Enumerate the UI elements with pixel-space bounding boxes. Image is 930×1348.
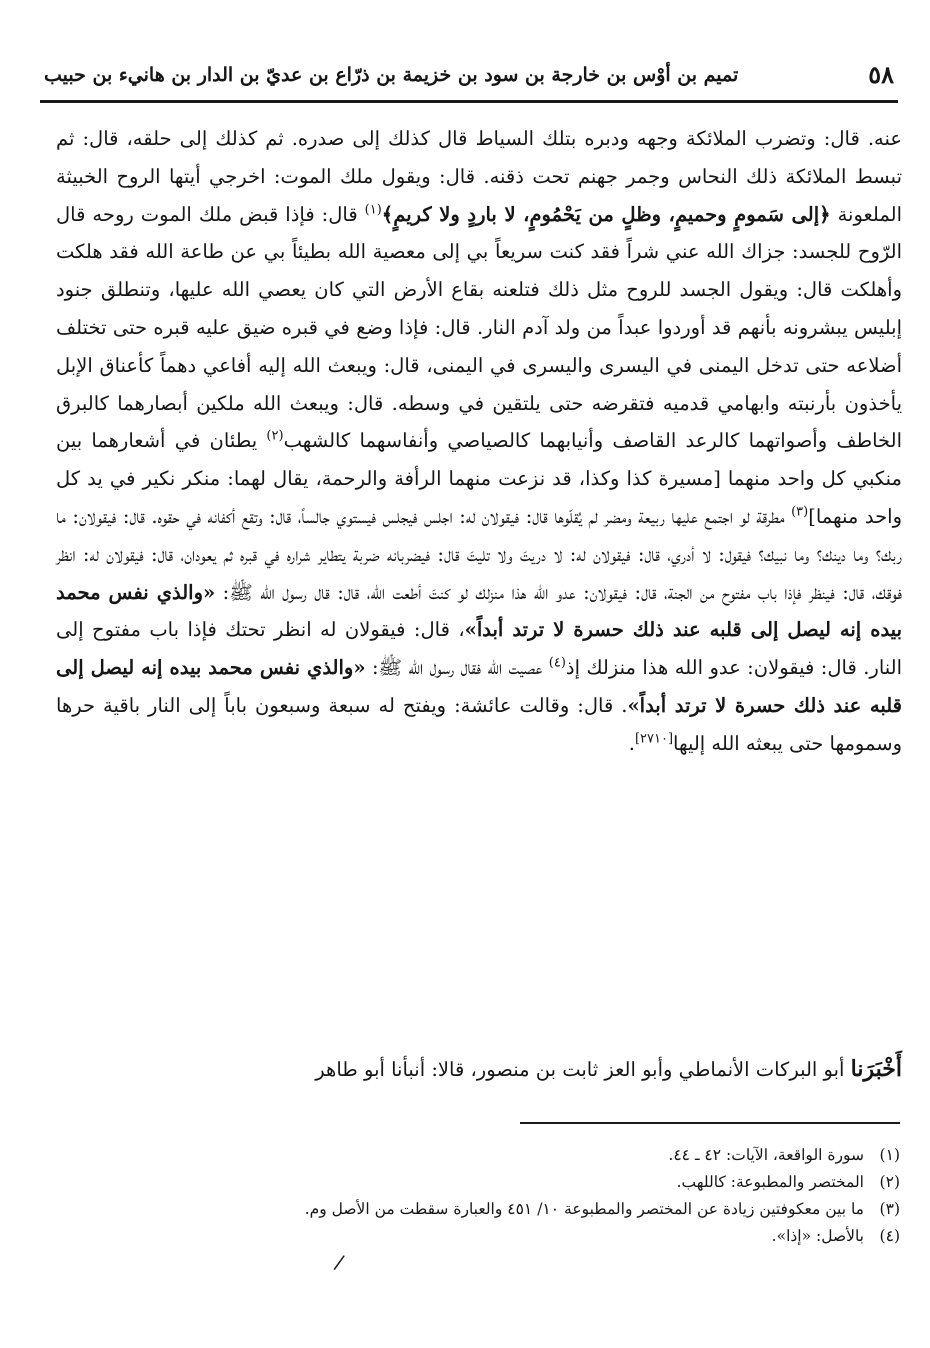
hadith-reference-number: [٢٧١٠]: [634, 731, 674, 747]
header-rule: [40, 100, 898, 103]
text-segment-7: . قال: وقالت عائشة: ويفتح له سبعة وسبعون باباً إلى النار باقية حرها وسمومها حتى يبعثه الله إليها: [56, 693, 902, 755]
footnote-number: (٤): [879, 1227, 900, 1245]
footnote-3: [120, 1196, 900, 1223]
paragraph-2: [56, 1050, 902, 1089]
quran-quote: ﴿إلى سَمومٍ وحميمٍ، وظلٍ من يَحْمُومٍ، لا باردٍ ولا كريمٍ﴾: [381, 202, 831, 226]
main-text: [56, 120, 902, 763]
footnote-4: [120, 1223, 900, 1250]
paragraph-2-lead: أَخْبَرَنا: [850, 1056, 902, 1082]
footnote-number: (٢): [879, 1173, 900, 1191]
footnote-text: المختصر والمطبوعة: كاللهب.: [676, 1173, 864, 1191]
text-segment-4: مطرقة لو اجتمع عليها ربيعة ومضر لم يُقلّوها قال: فيقولان له: اجلس فيجلس فيستوي جالساً، قال: وتقع أكفانه في حقوه. قال: فيقولان: ما ربك؟ وما دينك؟ وما نبيك؟ فيقول: لا أدري، قال: فيقولان له: لا دريتَ ولا تليتَ قال: فيضربانه ضربة يتطاير شراره في قبره ثم يعودان، قال: فيقولان له: انظر فوقك، قال: فينظر فإذا باب مفتوح من الجنة، قال: فيقولان: عدو الله هذا منزلك لو كنتَ أطعت الله، قال: قال رسول الله ﷺ:: [56, 504, 903, 604]
text-segment-3: يطئان في أشعارهما بين منكبي كل واحد منهما [مسيرة كذا وكذا، قد نزعت منهما الرأفة والرحمة، يقال لهما: منكر نكير في يد كل واحد منهما]: [56, 429, 902, 528]
text-segment-1: عنه. قال: وتضرب الملائكة وجهه ودبره بتلك السياط قال كذلك إلى صدره. ثم كذلك إلى حلقه، قال: ثم تبسط الملائكة ذلك النحاس وجمر جهنم تحت ذقنه. قال: ويقول ملك الموت: اخرجي أيتها الروح الخبيثة الملعونة: [56, 127, 903, 226]
footnote-marker-2[interactable]: (٢): [266, 428, 284, 444]
footnote-text: بالأصل: «إذا».: [771, 1227, 864, 1245]
footnote-marker-4[interactable]: (٤): [548, 655, 566, 671]
footnote-marker-1[interactable]: (١): [364, 202, 382, 218]
paragraph-1: [56, 120, 902, 763]
footnote-text: سورة الواقعة، الآيات: ٤٢ ـ ٤٤.: [668, 1146, 864, 1164]
footnote-number: (٣): [879, 1200, 900, 1218]
text-segment-6: عصيت الله فقال رسول الله ﷺ:: [371, 656, 543, 680]
footnote-marker-3[interactable]: (٣): [791, 504, 809, 520]
text-end: .: [628, 731, 635, 755]
text-segment-5: ، قال: فيقولان له انظر تحتك فإذا باب مفتوح إلى النار. قال: فيقولان: عدو الله هذا منزلك إذ: [56, 618, 903, 680]
footnotes: [120, 1142, 900, 1250]
page-number: ٥٨: [868, 60, 894, 89]
footnote-text: ما بين معكوفتين زيادة عن المختصر والمطبوعة ١٠/ ٤٥١ والعبارة سقطت من الأصل وم.: [304, 1200, 864, 1218]
paragraph-2-text: أبو البركات الأنماطي وأبو العز ثابت بن منصور، قالا: أنبأنا أبو طاهر: [315, 1058, 845, 1081]
page-header: [40, 58, 898, 98]
footnote-number: (١): [879, 1146, 900, 1164]
footnote-2: [120, 1169, 900, 1196]
running-title: تميم بن أوْس بن خارجة بن سود بن خزيمة بن ذرّاع بن عديّ بن الدار بن هانيء بن حبيب: [44, 64, 739, 86]
text-segment-2: قال: فإذا قبض ملك الموت روحه قال الرّوح للجسد: جزاك الله عني شراً فقد كنت سريعاً بي إلى معصية الله بطيئاً بي عن طاعة الله فقد هلكت وأهلكت قال: ويقول الجسد للروح مثل ذلك فتلعنه بقاع الأرض التي كان يعصي الله عليها، وتنطلق جنود إبليس يبشرونه بأنهم قد أوردوا عبداً من ولد آدم النار. قال: فإذا وضع في قبره ضيق عليه قبره حتى تختلف أضلاعه حتى تدخل اليمنى في اليسرى واليسرى في اليمنى، قال: ويبعث الله إليه أفاعي دهماً كأعناق الإبل يأخذون بأرنبته وابهامي قدميه فتقرضه حتى يلتقين في وسطه. قال: ويبعث الله ملكين أبصارهما كالبرق الخاطف وأصواتهما كالرعد القاصف وأنيابهما كالصياصي وأنفاسهما كالشهب: [56, 202, 902, 453]
footnote-separator: [520, 1122, 900, 1124]
footnote-1: [120, 1142, 900, 1169]
hadith-quote-1: «والذي نفس محمد بيده إنه ليصل إلى قلبه عند ذلك حسرة لا ترتد أبداً»: [56, 580, 902, 642]
stray-pen-mark: /: [332, 1249, 347, 1275]
hadith-quote-2: «والذي نفس محمد بيده إنه ليصل إلى قلبه عند ذلك حسرة لا ترتد أبداً»: [56, 656, 902, 717]
